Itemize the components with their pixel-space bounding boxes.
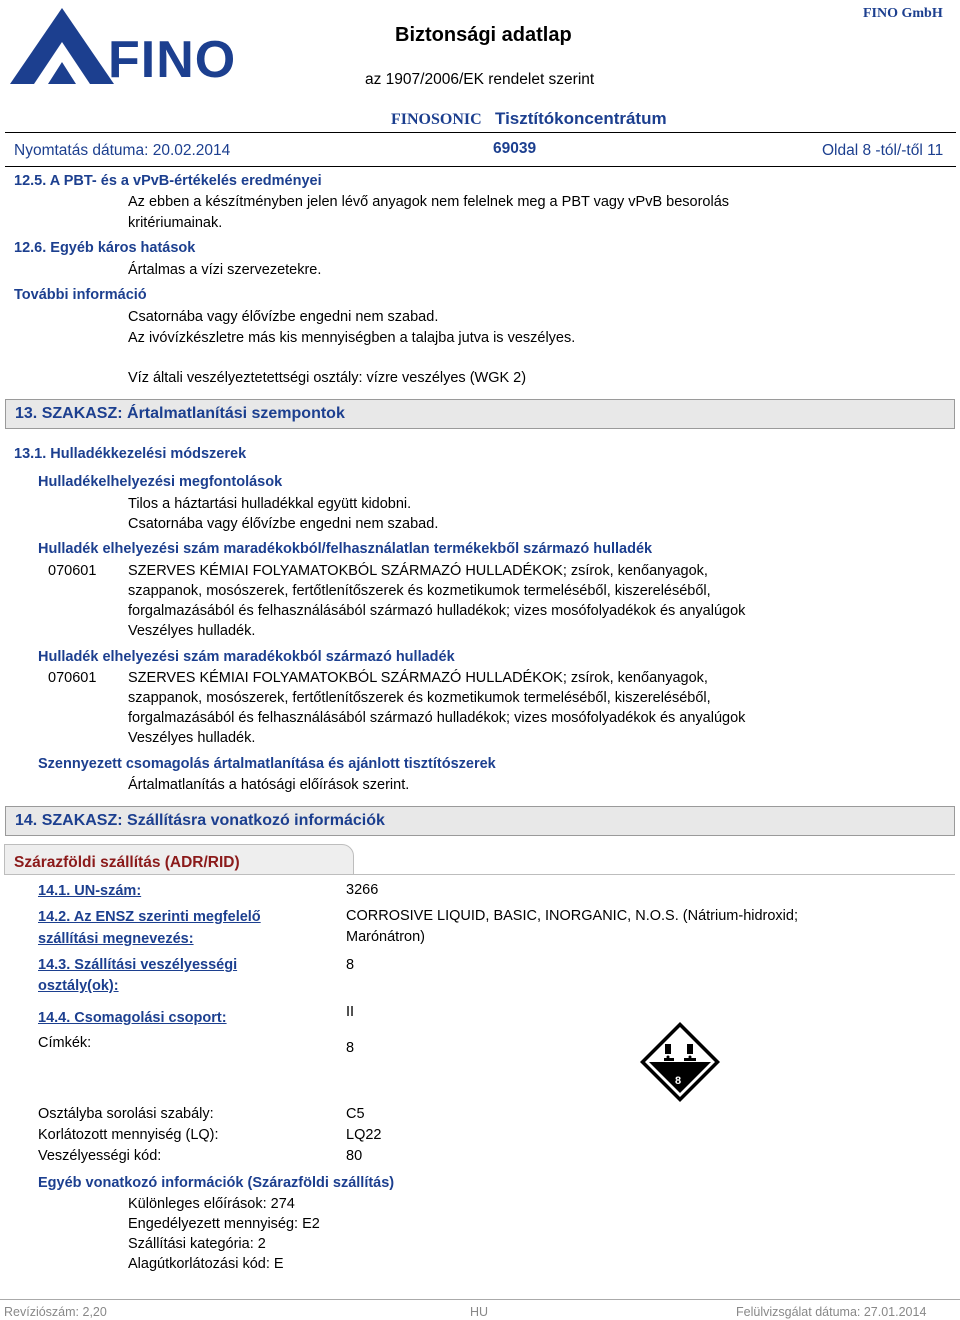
- waste-used-desc-1: SZERVES KÉMIAI FOLYAMATOKBÓL SZÁRMAZÓ HULLADÉKOK; zsírok, kenőanyagok,: [128, 670, 708, 686]
- further-info-2: Az ivóvízkészletre más kis mennyiségben a talajba jutva is veszélyes.: [128, 330, 576, 346]
- disposal-advice-heading: Hulladékelhelyezési megfontolások: [38, 474, 283, 490]
- product-brand: FINOSONIC: [391, 111, 482, 128]
- section-14-title: 14. SZAKASZ: Szállításra vonatkozó információk: [15, 812, 385, 829]
- logo-text: FINO: [108, 31, 237, 89]
- company-logo: [4, 4, 237, 89]
- footer-language: HU: [470, 1305, 489, 1319]
- tab-rule: [4, 874, 955, 875]
- other-effects-heading: 12.6. Egyéb káros hatások: [14, 240, 196, 256]
- land-transport-tab-label: Szárazföldi szállítás (ADR/RID): [14, 854, 240, 871]
- section-13-bar: [5, 399, 955, 429]
- review-date: Felülvizsgálat dátuma: 27.01.2014: [736, 1305, 927, 1319]
- waste-unused-desc-3: forgalmazásából és felhasználásából származó hulladékok; vizes mosófolyadékok és anyalúgok: [128, 603, 746, 619]
- waste-unused-desc-4: Veszélyes hulladék.: [128, 623, 256, 639]
- company-name: FINO GmbH: [863, 6, 943, 21]
- print-date: Nyomtatás dátuma: 20.02.2014: [14, 142, 231, 159]
- hazard-class-label-2: osztály(ok):: [38, 978, 119, 994]
- further-info-heading: További információ: [14, 287, 147, 303]
- other-land-info-heading: Egyéb vonatkozó információk (Szárazföldi szállítás): [38, 1175, 395, 1191]
- land-transport-tab: [4, 844, 354, 875]
- disposal-advice-1: Tilos a háztartási hulladékkal együtt kidobni.: [128, 496, 412, 512]
- hazard-class-value: 8: [346, 957, 355, 973]
- hazard-id-value: 80: [346, 1148, 363, 1164]
- labels-label: Címkék:: [38, 1035, 92, 1051]
- waste-methods-heading: 13.1. Hulladékkezelési módszerek: [14, 446, 247, 462]
- waste-unused-desc-2: szappanok, mosószerek, fertőtlenítőszerek és kozmetikumok termeléséből, kiszereléséből,: [128, 583, 711, 599]
- document-title: Biztonsági adatlap: [395, 24, 572, 46]
- waste-used-desc-2: szappanok, mosószerek, fertőtlenítőszerek és kozmetikumok termeléséből, kiszereléséből,: [128, 690, 711, 706]
- pbt-heading: 12.5. A PBT- és a vPvB-értékelés eredményei: [14, 173, 322, 189]
- wgk-class: Víz általi veszélyeztetettségi osztály: vízre veszélyes (WGK 2): [128, 370, 527, 386]
- waste-code-unused-heading: Hulladék elhelyezési szám maradékokból/felhasználatlan termékekből származó hulladék: [38, 541, 653, 557]
- packaging-text: Ártalmatlanítás a hatósági előírások szerint.: [128, 777, 410, 793]
- waste-used-desc-4: Veszélyes hulladék.: [128, 730, 256, 746]
- waste-code-used-heading: Hulladék elhelyezési szám maradékokból származó hulladék: [38, 649, 455, 665]
- excepted-quantity: Engedélyezett mennyiség: E2: [128, 1216, 320, 1232]
- waste-used-desc-3: forgalmazásából és felhasználásából származó hulladékok; vizes mosófolyadékok és anyalúgok: [128, 710, 746, 726]
- packing-group-label: 14.4. Csomagolási csoport:: [38, 1010, 227, 1026]
- pictogram-number: 8: [675, 1075, 682, 1087]
- hazard-id-label: Veszélyességi kód:: [38, 1148, 162, 1164]
- packing-group-value: II: [346, 1004, 355, 1020]
- further-info-1: Csatornába vagy élővízbe engedni nem szabad.: [128, 309, 439, 325]
- shipping-name-label-2: szállítási megnevezés:: [38, 931, 194, 947]
- pbt-text-1: Az ebben a készítményben jelen lévő anyagok nem felelnek meg a PBT vagy vPvB besorolás: [128, 194, 730, 210]
- classification-code-label: Osztályba sorolási szabály:: [38, 1106, 214, 1122]
- waste-code-unused: 070601: [48, 563, 97, 579]
- disposal-advice-2: Csatornába vagy élővízbe engedni nem szabad.: [128, 516, 439, 532]
- product-name: Tisztítókoncentrátum: [495, 109, 667, 128]
- shipping-name-label-1: 14.2. Az ENSZ szerinti megfelelő: [38, 909, 261, 925]
- waste-code-used: 070601: [48, 670, 97, 686]
- regulation: az 1907/2006/EK rendelet szerint: [365, 71, 595, 88]
- shipping-name-value-2: Marónátron): [346, 929, 425, 945]
- product-number: 69039: [493, 140, 537, 157]
- classification-code-value: C5: [346, 1106, 365, 1122]
- un-number-value: 3266: [346, 882, 379, 898]
- header-bottom-rule: [5, 166, 956, 167]
- pbt-text-2: kritériumainak.: [128, 215, 223, 231]
- hazard-class-label-1: 14.3. Szállítási veszélyességi: [38, 957, 238, 973]
- other-effects-text: Ártalmas a vízi szervezetekre.: [128, 262, 322, 278]
- footer-rule: [0, 1299, 960, 1300]
- section-14-bar: [5, 806, 955, 836]
- page-info: Oldal 8 -tól/-től 11: [822, 142, 944, 159]
- header-rule: [5, 132, 956, 133]
- limited-quantity-value: LQ22: [346, 1127, 382, 1143]
- section-13-title: 13. SZAKASZ: Ártalmatlanítási szempontok: [15, 405, 345, 422]
- revision-number: Revíziószám: 2,20: [4, 1305, 107, 1319]
- limited-quantity-label: Korlátozott mennyiség (LQ):: [38, 1127, 219, 1143]
- un-number-label: 14.1. UN-szám:: [38, 883, 142, 899]
- waste-unused-desc-1: SZERVES KÉMIAI FOLYAMATOKBÓL SZÁRMAZÓ HULLADÉKOK; zsírok, kenőanyagok,: [128, 563, 708, 579]
- labels-value: 8: [346, 1040, 355, 1056]
- special-provisions: Különleges előírások: 274: [128, 1196, 295, 1212]
- transport-category: Szállítási kategória: 2: [128, 1236, 266, 1252]
- tunnel-code: Alagútkorlátozási kód: E: [128, 1256, 284, 1272]
- corrosive-pictogram-icon: [638, 1020, 722, 1104]
- shipping-name-value-1: CORROSIVE LIQUID, BASIC, INORGANIC, N.O.S. (Nátrium-hidroxid;: [346, 908, 798, 924]
- packaging-heading: Szennyezett csomagolás ártalmatlanítása és ajánlott tisztítószerek: [38, 756, 496, 772]
